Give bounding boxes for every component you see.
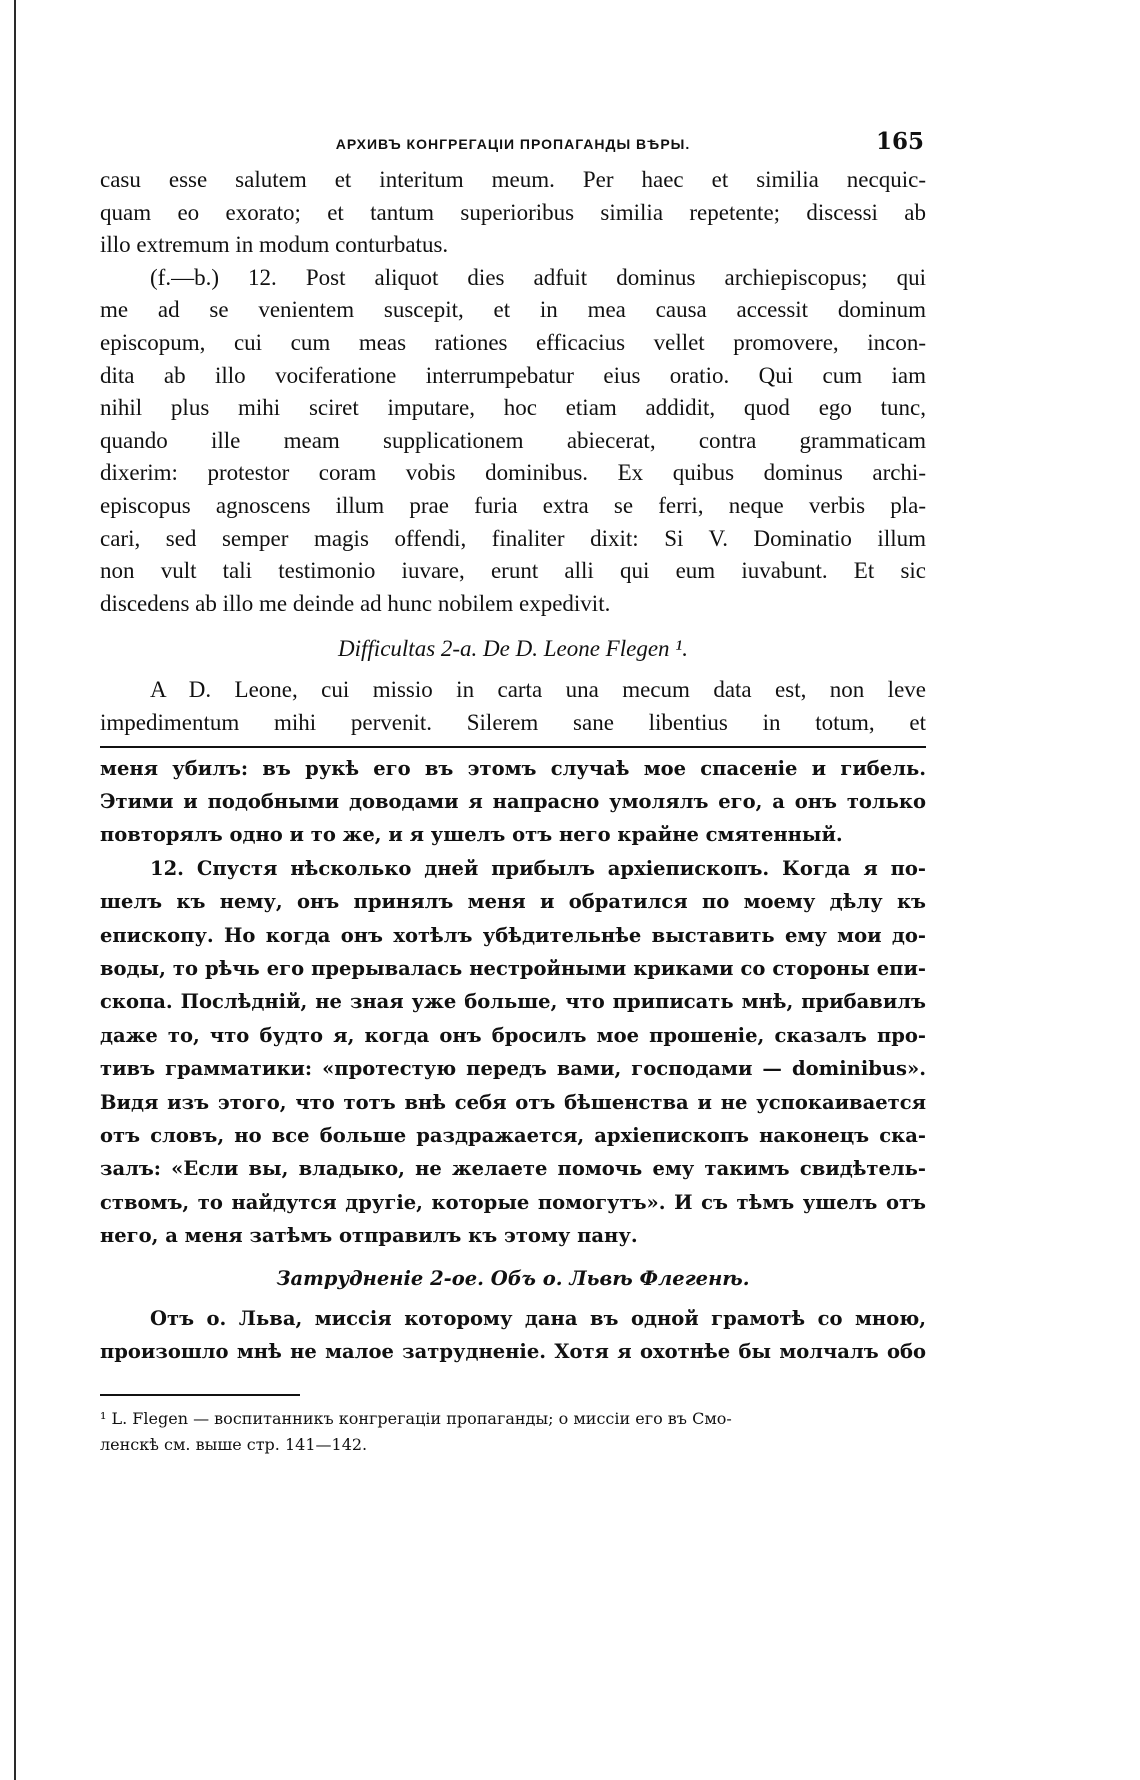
text-line: (f.—b.) 12. Post aliquot dies adfuit dominus archiepiscopus; qui: [150, 264, 926, 290]
text-line: тивъ грамматики: «протестую передъ вами, господами — dominibus».: [100, 1057, 926, 1081]
text-line: воды, то рѣчь его прерывалась нестройными криками со стороны епи-: [100, 956, 926, 980]
text-line: скопа. Послѣдній, не зная уже больше, что приписать мнѣ, прибавилъ: [100, 990, 926, 1014]
footnote-line: ¹ L. Flegen — воспитанникъ конгрегаціи пропаганды; о миссіи его въ Смо-: [100, 1409, 732, 1429]
text-line: dita ab illo vociferatione interrumpebatur eius oratio. Qui cum iam: [100, 362, 926, 388]
text-line: ствомъ, то найдутся другіе, которые помогутъ». И съ тѣмъ ушелъ отъ: [100, 1190, 926, 1214]
book-page: [100, 128, 926, 1458]
text-line: повторялъ одно и то же, и я ушелъ отъ него крайне смятенный.: [100, 823, 843, 847]
text-line: епископу. Но когда онъ хотѣлъ убѣдительнѣе выставить ему мои до-: [100, 923, 926, 947]
russian-section-heading: Затрудненіе 2-ое. Объ о. Львѣ Флегенѣ.: [276, 1266, 750, 1290]
latin-paragraph-1: [100, 164, 926, 262]
footnote-line: ленскѣ см. выше стр. 141—142.: [100, 1435, 368, 1455]
text-line: cari, sed semper magis offendi, finaliter dixit: Si V. Dominatio illum: [100, 525, 926, 551]
text-line: quando ille meam supplicationem abiecerat, contra grammaticam: [100, 427, 926, 453]
footnote-rule: [100, 1394, 300, 1396]
text-line: dixerim: protestor coram vobis dominibus. Ex quibus dominus archi-: [100, 460, 926, 486]
text-line: Отъ о. Льва, миссія которому дана въ одной грамотѣ со мною,: [150, 1306, 926, 1330]
text-line: quam eo exorato; et tantum superioribus similia repetente; discessi ab: [100, 199, 926, 225]
binding-edge-line: [14, 0, 16, 1780]
text-line: A D. Leone, cui missio in carta una mecum data est, non leve: [150, 677, 926, 703]
text-line: discedens ab illo me deinde ad hunc nobilem expedivit.: [100, 590, 611, 616]
latin-paragraph-2: [100, 262, 926, 621]
text-line: casu esse salutem et interitum meum. Per haec et similia necquic-: [100, 167, 926, 192]
russian-paragraph-2: [100, 852, 926, 1253]
text-line: него, а меня затѣмъ отправилъ къ этому пану.: [100, 1224, 638, 1248]
text-line: отъ словъ, но все больше раздражается, архіепископъ наконецъ ска-: [100, 1123, 926, 1147]
running-header: [100, 128, 926, 164]
text-line: произошло мнѣ не малое затрудненіе. Хотя я охотнѣе бы молчалъ обо: [100, 1340, 926, 1363]
text-line: залъ: «Если вы, владыко, не желаете помочь ему такимъ свидѣтель-: [100, 1157, 926, 1181]
page-number: 165: [875, 128, 924, 155]
text-line: Этими и подобными доводами я напрасно умолялъ его, а онъ только: [100, 789, 926, 813]
russian-paragraph-1: [100, 752, 926, 852]
latin-paragraph-3: [100, 674, 926, 739]
text-line: episcopum, cui cum meas rationes efficacius vellet promovere, incon-: [100, 329, 926, 355]
text-line: nihil plus mihi sciret imputare, hoc etiam addidit, quod ego tunc,: [100, 395, 926, 421]
text-line: illo extremum in modum conturbatus.: [100, 232, 449, 258]
text-line: impedimentum mihi pervenit. Silerem sane libentius in totum, et: [100, 709, 926, 735]
text-line: non vult tali testimonio iuvare, erunt alli qui eum iuvabunt. Et sic: [100, 558, 926, 584]
text-line: episcopus agnoscens illum prae furia extra se ferri, neque verbis pla-: [100, 492, 926, 518]
russian-paragraph-3: [100, 1302, 926, 1369]
section-divider: [100, 746, 926, 748]
text-line: меня убилъ: въ рукѣ его въ этомъ случаѣ мое спасеніе и гибель.: [100, 756, 926, 780]
latin-section-heading: Difficultas 2-a. De D. Leone Flegen ¹.: [338, 636, 688, 662]
text-line: шелъ къ нему, онъ принялъ меня и обратился по моему дѣлу къ: [100, 890, 926, 914]
text-line: me ad se venientem suscepit, et in mea causa accessit dominum: [100, 297, 926, 323]
running-title: АРХИВЪ КОНГРЕГАЦІИ ПРОПАГАНДЫ ВѢРЫ.: [335, 136, 691, 152]
text-line: даже то, что будто я, когда онъ бросилъ мое прошеніе, сказалъ про-: [100, 1023, 926, 1047]
footnote: [100, 1406, 926, 1458]
text-line: 12. Спустя нѣсколько дней прибылъ архіепископъ. Когда я по-: [150, 856, 926, 880]
text-line: Видя изъ этого, что тотъ внѣ себя отъ бѣшенства и не успокаивается: [100, 1090, 926, 1114]
